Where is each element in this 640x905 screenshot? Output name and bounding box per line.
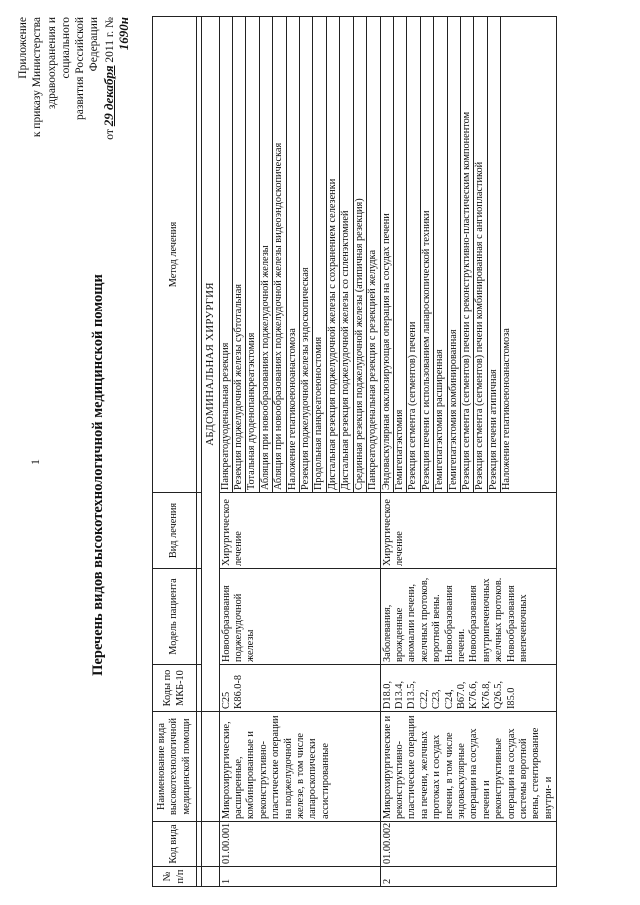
header-patient: Модель пациента bbox=[153, 569, 197, 665]
method-item: Панкреатодуоденальная резекция с резекцией желудка bbox=[367, 249, 379, 490]
appendix-year: 2011 г. № bbox=[103, 17, 116, 63]
row-methods bbox=[219, 17, 380, 493]
page-number: 1 bbox=[28, 459, 42, 465]
services-table bbox=[152, 16, 557, 887]
method-item: Резекция печени с использованием лапароскопической техники bbox=[421, 17, 434, 492]
method-item: Гемигепатэктомия расширенная bbox=[434, 17, 447, 492]
row-name: Микрохирургические, расширенные, комбинированные и реконструктивно-пластические операции на поджелудочной железе, в том числе лапароскопически ассистированные bbox=[219, 712, 380, 822]
method-item: Резекция поджелудочной железы субтотальная bbox=[233, 17, 246, 492]
header-method: Метод лечения bbox=[153, 17, 197, 493]
method-item: Резекция сегмента (сегментов) печени с реконструктивно-пластическим компонентом bbox=[461, 17, 474, 492]
method-item: Наложение гепатикоеюноанастомоза bbox=[287, 17, 300, 492]
table-row bbox=[219, 17, 380, 887]
header-kind: Вид лечения bbox=[153, 493, 197, 569]
method-item: Гемигепатэктомия bbox=[394, 17, 407, 492]
method-item: Гемигепатэктомия комбинированная bbox=[448, 17, 461, 492]
appendix-line: Приложение bbox=[17, 17, 29, 79]
header-icd: Коды по МКБ-10 bbox=[153, 665, 197, 712]
handwritten-date: 29 декабря bbox=[100, 65, 116, 127]
method-item: Резекция сегмента (сегментов) печени комбинированная с ангиопластикой bbox=[474, 17, 487, 492]
method-item: Абляция при новообразованиях поджелудочной железы видеоэндоскопическая bbox=[273, 17, 286, 492]
row-icd: C25 K86.0-8 bbox=[219, 665, 380, 712]
appendix-stamp bbox=[16, 17, 132, 145]
appendix-line: развития Российской Федерации bbox=[74, 17, 101, 121]
method-item: Срединная резекция поджелудочной железы (атипичная резекция) bbox=[354, 17, 367, 492]
method-item: Абляция при новообразованиях поджелудочной железы bbox=[260, 17, 273, 492]
row-kind: Хирургическое лечение bbox=[219, 493, 380, 569]
method-item: Продольная панкреатоеюностомия bbox=[313, 17, 326, 492]
method-item: Резекция печени атипичная bbox=[488, 17, 501, 492]
appendix-date-line bbox=[102, 17, 133, 145]
row-methods bbox=[380, 17, 557, 493]
row-code: 01.00.001 bbox=[219, 822, 380, 867]
handwritten-number: 1690н bbox=[116, 17, 132, 51]
section-row bbox=[202, 17, 219, 887]
header-num: № п/п bbox=[153, 867, 197, 887]
header-name: Наименование вида высокотехнологичной медицинской помощи bbox=[153, 712, 197, 822]
header-code: Код вида bbox=[153, 822, 197, 867]
method-item: Дистальная резекция поджелудочной железы со спленэктомией bbox=[340, 17, 353, 492]
appendix-from: от bbox=[103, 129, 116, 140]
method-item: Эндоваскулярная окклюзирующая операция на сосудах печени bbox=[381, 17, 394, 492]
method-item: Резекция сегмента (сегментов) печени bbox=[407, 17, 420, 492]
appendix-line: к приказу Министерства bbox=[31, 17, 44, 138]
row-num: 1 bbox=[219, 867, 380, 887]
row-icd: D18.0, D13.4, D13.5, C22, C23, C24, B67.0, K76.6, K76.8, Q26.5, I85.0 bbox=[380, 665, 557, 712]
document-title: Перечень видов высокотехнологичной медицинской помощи bbox=[90, 274, 106, 676]
row-code: 01.00.002 bbox=[380, 822, 557, 867]
appendix-line: здравоохранения и социального bbox=[45, 17, 72, 110]
method-item: Резекция поджелудочной железы эндоскопическая bbox=[300, 17, 313, 492]
method-item: Тотальная дуоденопанкреатэктомия bbox=[246, 17, 259, 492]
row-num: 2 bbox=[380, 867, 557, 887]
table-row bbox=[380, 17, 557, 887]
section-title: АБДОМИНАЛЬНАЯ ХИРУРГИЯ bbox=[202, 17, 219, 712]
method-item: Дистальная резекция поджелудочной железы с сохранением селезенки bbox=[327, 17, 340, 492]
method-item: Наложение гепатикоеюноанастомоза bbox=[501, 328, 513, 490]
row-kind: Хирургическое лечение bbox=[380, 493, 557, 569]
row-patient: Заболевания, врожденные аномалии печени, желчных протоков, воротной вены. Новообразования печени. Новообразования внутрипеченочных желчных протоков. Новообразования внепеченочных bbox=[380, 569, 557, 665]
method-item: Панкреатодуоденальная резекция bbox=[220, 17, 233, 492]
row-name: Микрохирургические и реконструктивно-пластические операции на печени, желчных протоках и сосудах печени, в том числе эндоваскулярные операции на сосудах печени и реконструктивные операции на сосудах системы воротной вены, стентирование внутри- и bbox=[380, 712, 557, 822]
table-header-row bbox=[153, 17, 197, 887]
row-patient: Новообразования поджелудочной железы bbox=[219, 569, 380, 665]
